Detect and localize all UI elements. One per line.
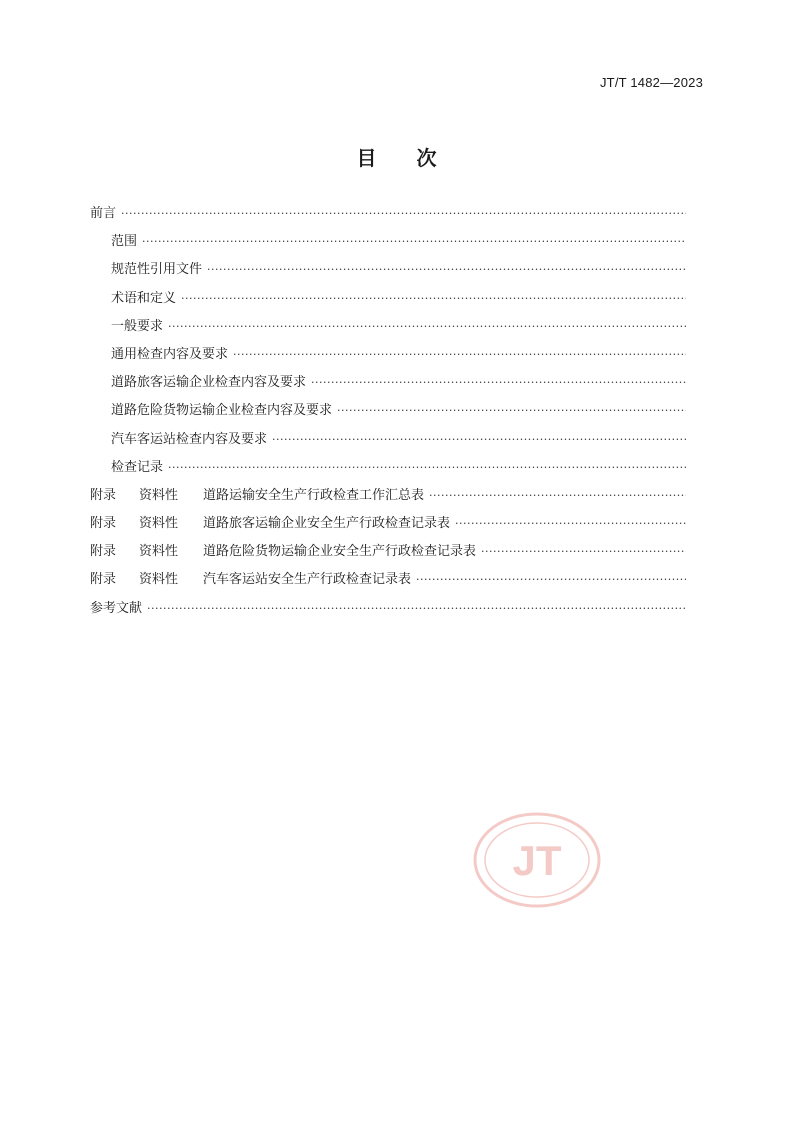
watermark-text: JT <box>512 837 562 884</box>
toc-item-label: 道路旅客运输企业检查内容及要求 <box>111 375 307 391</box>
toc-list <box>90 204 686 627</box>
dot-leader <box>181 289 686 309</box>
toc-item-inspection-records[interactable] <box>90 458 686 486</box>
toc-item-label: 前言 <box>90 206 117 221</box>
appendix-type: 资料性 <box>139 544 179 560</box>
toc-item-appendix-a[interactable] <box>90 486 686 514</box>
toc-item-label: 汽车客运站安全生产行政检查记录表 <box>203 572 412 588</box>
toc-item-foreword[interactable] <box>90 204 686 232</box>
toc-title-char-2: 次 <box>416 146 437 170</box>
dot-leader <box>481 542 686 562</box>
dot-leader <box>416 570 686 590</box>
dot-leader <box>147 599 686 619</box>
dot-leader <box>455 514 686 534</box>
dot-leader <box>168 317 686 337</box>
toc-item-bus-station[interactable] <box>90 430 686 458</box>
toc-item-label: 道路危险货物运输企业检查内容及要求 <box>111 403 333 419</box>
dot-leader <box>429 486 686 506</box>
dot-leader <box>168 458 686 478</box>
toc-title-char-1: 目 <box>356 146 377 170</box>
dot-leader <box>233 345 686 365</box>
appendix-tag: 附录 <box>90 544 117 560</box>
toc-item-appendix-d[interactable] <box>90 570 686 598</box>
appendix-type: 资料性 <box>139 572 179 588</box>
toc-item-label: 道路旅客运输企业安全生产行政检查记录表 <box>203 516 451 532</box>
toc-item-label: 术语和定义 <box>111 290 177 306</box>
toc-item-label: 范围 <box>111 234 138 250</box>
dot-leader <box>311 373 686 393</box>
jt-watermark-logo <box>473 812 601 908</box>
toc-item-bibliography[interactable] <box>90 599 686 627</box>
toc-item-common-inspection[interactable] <box>90 345 686 373</box>
appendix-tag: 附录 <box>90 516 117 532</box>
dot-leader <box>207 260 686 280</box>
toc-title <box>0 142 793 171</box>
toc-item-label: 检查记录 <box>111 459 164 475</box>
toc-item-scope[interactable] <box>90 232 686 260</box>
toc-item-appendix-b[interactable] <box>90 514 686 542</box>
dot-leader <box>337 401 686 421</box>
toc-item-label: 道路危险货物运输企业安全生产行政检查记录表 <box>203 544 477 560</box>
toc-item-label: 规范性引用文件 <box>111 262 203 278</box>
toc-item-label: 一般要求 <box>111 318 164 334</box>
toc-item-label: 通用检查内容及要求 <box>111 346 229 362</box>
toc-item-appendix-c[interactable] <box>90 542 686 570</box>
toc-item-label: 道路运输安全生产行政检查工作汇总表 <box>203 487 425 503</box>
document-code: JT/T 1482—2023 <box>599 75 703 90</box>
toc-item-dangerous-goods[interactable] <box>90 401 686 429</box>
dot-leader <box>121 204 686 224</box>
toc-item-general-requirements[interactable] <box>90 317 686 345</box>
appendix-type: 资料性 <box>139 516 179 532</box>
dot-leader <box>272 430 686 450</box>
toc-item-terms-definitions[interactable] <box>90 289 686 317</box>
appendix-tag: 附录 <box>90 487 117 503</box>
toc-item-passenger-transport[interactable] <box>90 373 686 401</box>
toc-item-label: 参考文献 <box>90 600 143 616</box>
toc-item-label: 汽车客运站检查内容及要求 <box>111 431 268 447</box>
appendix-type: 资料性 <box>139 487 179 503</box>
dot-leader <box>142 232 686 252</box>
toc-item-normative-references[interactable] <box>90 260 686 288</box>
appendix-tag: 附录 <box>90 572 117 588</box>
